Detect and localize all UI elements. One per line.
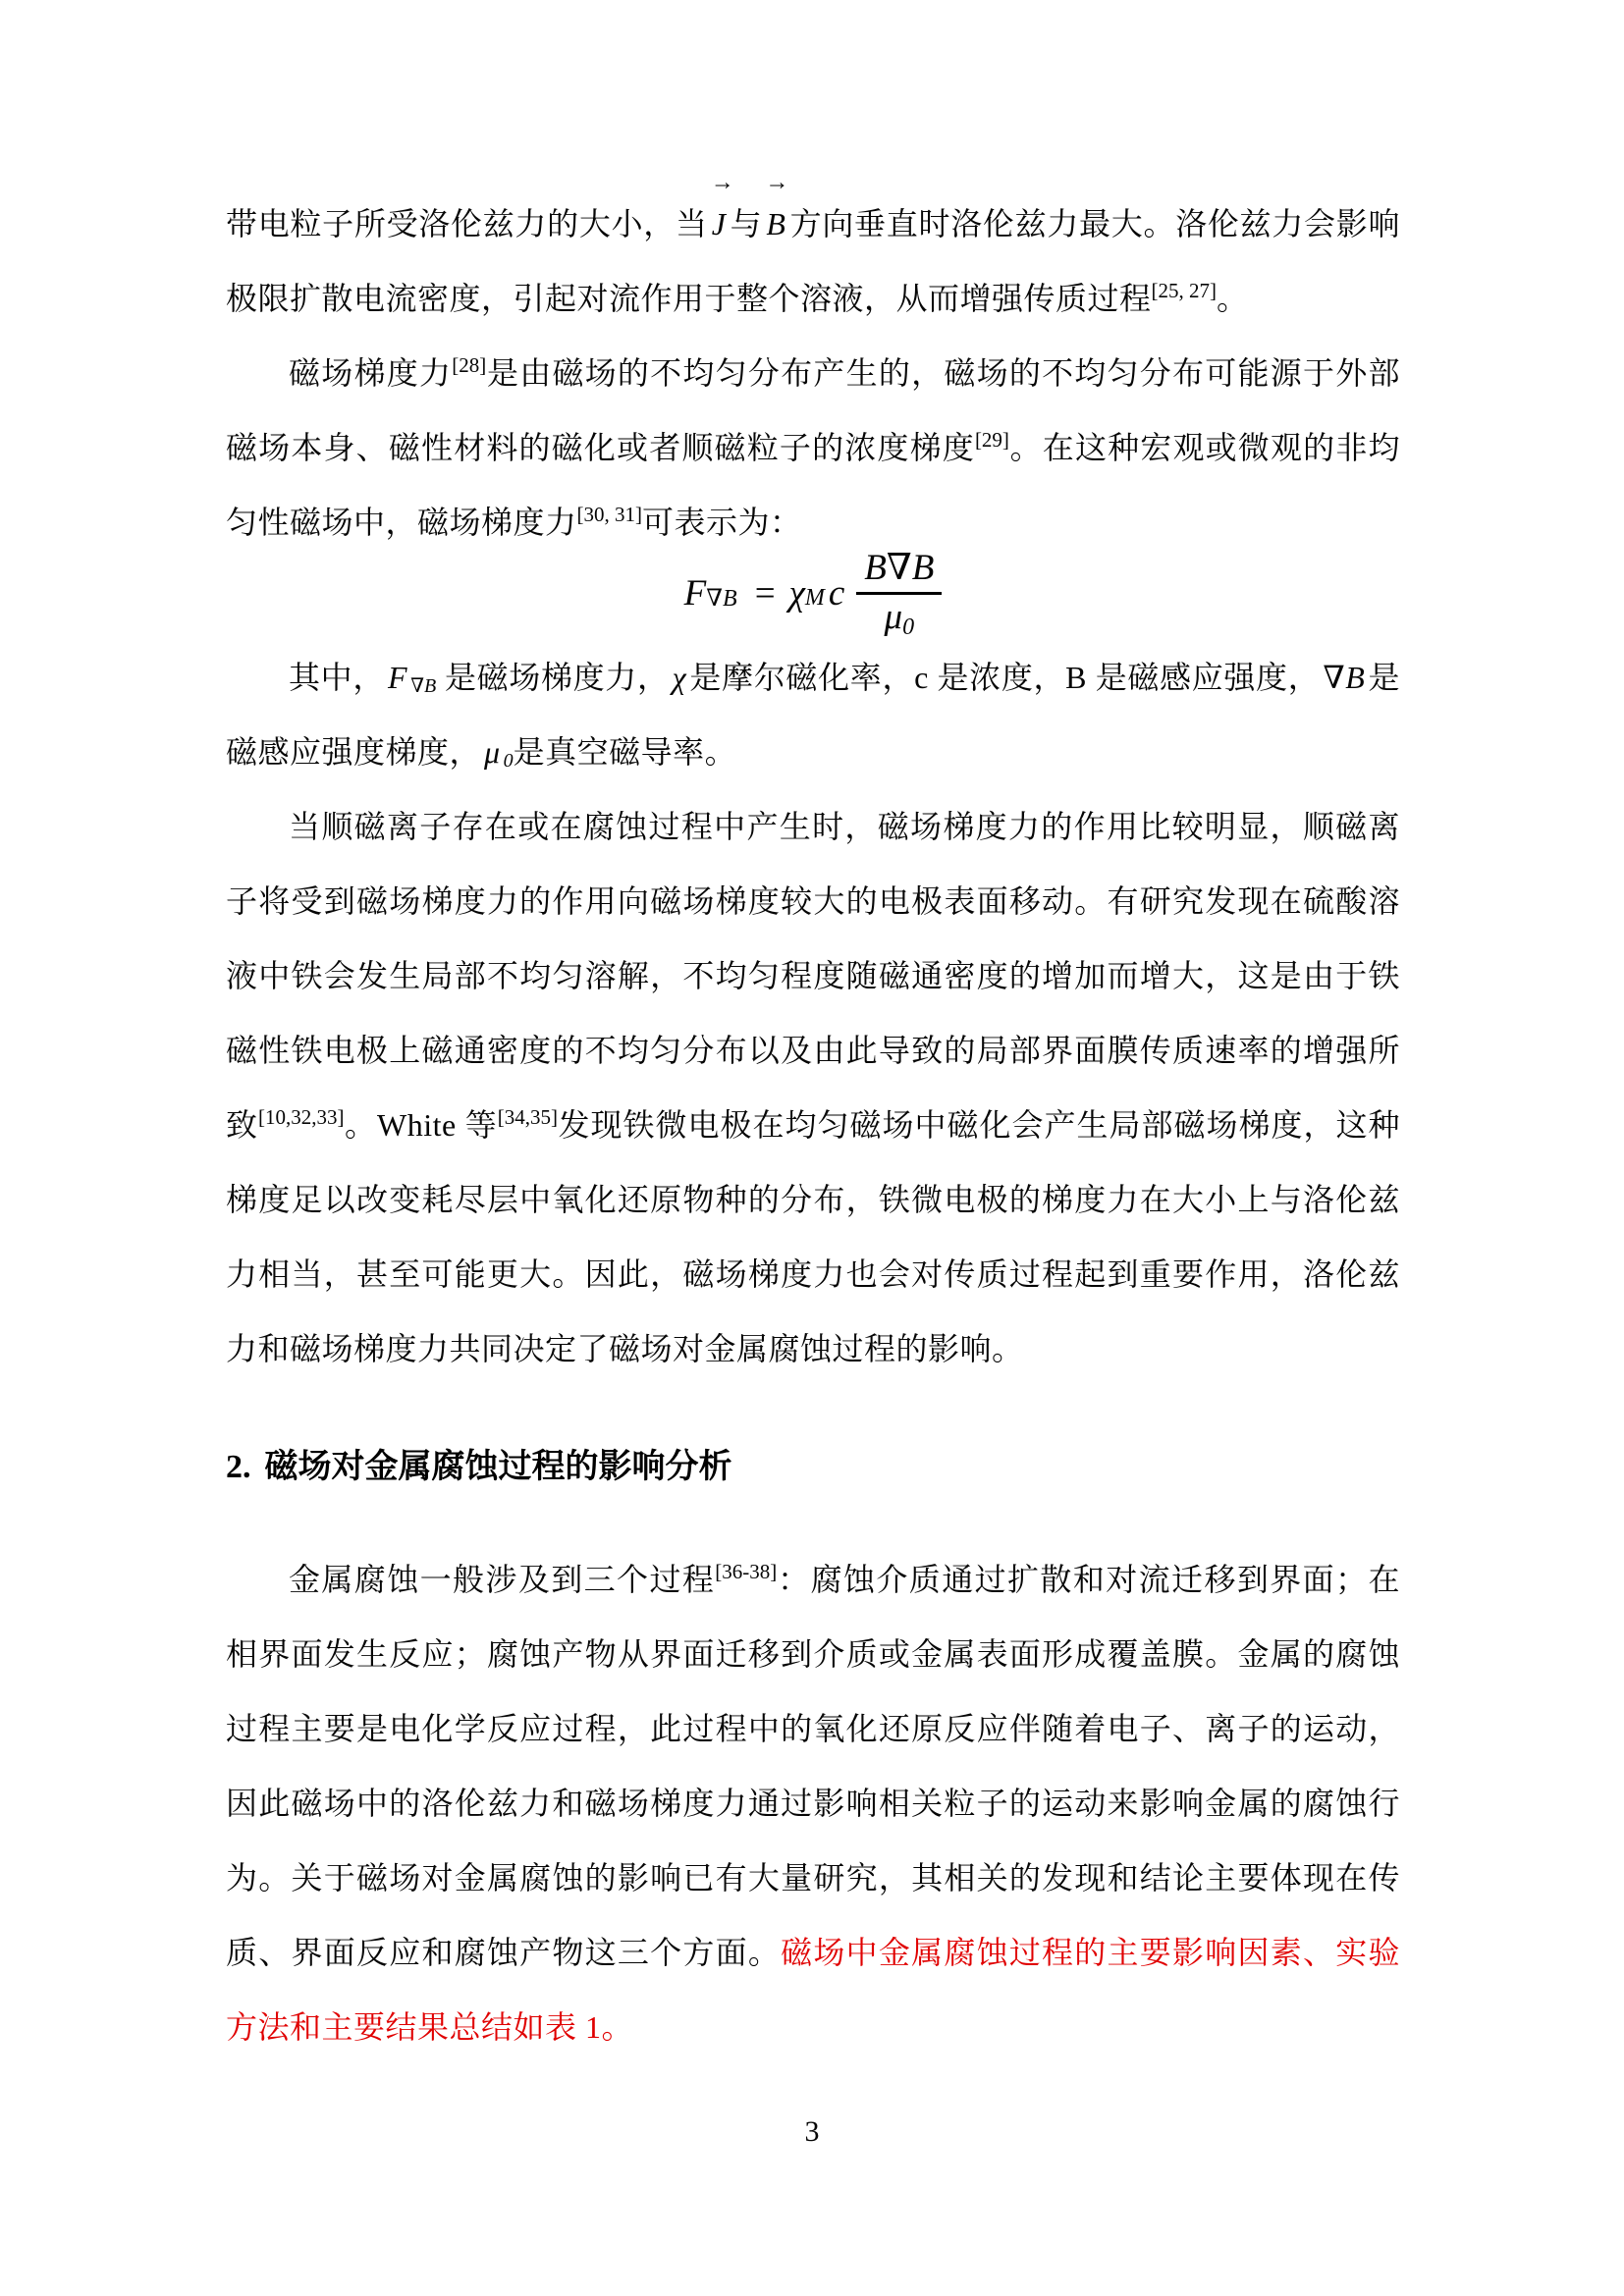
citation-superscript: [34,35] [497,1105,558,1130]
page-footer [0,2115,1624,2149]
paragraph-symbol-definitions [226,640,1400,789]
text-run: 。在这种宏观或微观的非均匀性磁场中，磁场梯度力 [226,430,1400,540]
text-run: 金属腐蚀一般涉及到三个过程 [289,1562,716,1597]
text-run: ∇B [410,675,437,697]
text-run: 带电粒子所受洛伦兹力的大小，当 [226,206,708,241]
text-run: 是磁感应强度梯度， [226,660,1400,770]
citation-superscript: [28] [452,353,487,378]
text-run: 方向垂直时洛伦兹力最大。洛伦兹力会影响极限扩散电流密度，引起对流作用于整个溶液，从而增强传质过程 [226,206,1400,316]
vector-symbol: J → [708,187,731,261]
equation-chi-symbol: χ [788,572,805,614]
gradient-force-equation [226,546,1400,640]
text-run: 磁场梯度力 [289,355,453,391]
section-heading [226,1445,1400,1489]
citation-superscript: [10,32,33] [258,1105,345,1130]
equation-chi-subscript: M [804,584,825,611]
equation-denominator [885,595,915,638]
equation-F-subscript: ∇B [706,585,737,612]
equation-mu-symbol: μ [884,596,903,637]
vector-symbol: B → [762,187,789,261]
page-body [226,187,1400,2064]
text-run: 是真空磁导率。 [513,734,737,770]
citation-superscript: [29] [974,428,1009,453]
text-run: ∇B [1323,660,1366,695]
text-run: 。White 等 [344,1107,498,1143]
section-title: 磁场对金属腐蚀过程的影响分析 [264,1448,732,1485]
equation-numerator: B∇B [856,549,942,595]
text-run: 当顺磁离子存在或在腐蚀过程中产生时，磁场梯度力的作用比较明显，顺磁离子将受到磁场梯度力的作用向磁场梯度较大的电极表面移动。有研究发现在硫酸溶液中铁会发生局部不均匀溶解，不均匀程度随磁通密度的增加而增大，这是由于铁磁性铁电极上磁通密度的不均匀分布以及由此导致的局部界面膜传质速率的增强所致 [226,809,1400,1143]
text-run: 发现铁微电极在均匀磁场中磁化会产生局部磁场梯度，这种梯度足以改变耗尽层中氧化还原物种的分布，铁微电极的梯度力在大小上与洛伦兹力相当，甚至可能更大。因此，磁场梯度力也会对传质过程起到重要作用，洛伦兹力和磁场梯度力共同决定了磁场对金属腐蚀过程的影响。 [226,1107,1400,1366]
equation-fraction [856,547,942,640]
citation-superscript: [36-38] [715,1560,778,1584]
equation-c-symbol: c [828,572,845,614]
text-run: 。 [1217,281,1249,316]
text-run: ：腐蚀介质通过扩散和对流迁移到界面；在相界面发生反应；腐蚀产物从界面迁移到介质或金属表面形成覆盖膜。金属的腐蚀过程主要是电化学反应过程，此过程中的氧化还原反应伴随着电子、离子的运动，因此磁场中的洛伦兹力和磁场梯度力通过影响相关粒子的运动来影响金属的腐蚀行为。关于磁场对金属腐蚀的影响已有大量研究，其相关的发现和结论主要体现在传质、界面反应和腐蚀产物这三个方面。 [226,1562,1400,1970]
highlighted-red-text: 磁场中金属腐蚀过程的主要影响因素、实验方法和主要结果总结如表 1。 [226,1935,1400,2045]
paragraph-corrosion-processes [226,1542,1400,2064]
text-run: F [388,660,408,695]
equation-F-symbol: F [683,572,707,614]
text-run: 其中， [289,660,386,695]
text-run: 是由磁场的不均匀分布产生的，磁场的不均匀分布可能源于外部磁场本身、磁性材料的磁化或者顺磁粒子的浓度梯度 [226,355,1400,465]
text-run: 是磁场梯度力， [436,660,670,695]
section-number: 2. [226,1449,251,1485]
paragraph-paramagnetic-ions [226,789,1400,1386]
page-number: 3 [804,2115,820,2148]
text-run: 与 [730,206,763,241]
text-run: 可表示为： [642,505,802,540]
paragraph-lorentz-continuation [226,187,1400,336]
paragraph-gradient-force-intro [226,336,1400,560]
text-run: χ [672,660,687,695]
equation-mu-subscript: 0 [902,614,915,640]
text-run: 0 [503,750,514,772]
citation-superscript: [30, 31] [576,503,643,527]
text-run: 是摩尔磁化率，c 是浓度，B 是磁感应强度， [689,660,1321,695]
text-run: μ [484,734,501,770]
equation-equals-sign: = [754,572,776,614]
citation-superscript: [25, 27] [1151,279,1218,303]
